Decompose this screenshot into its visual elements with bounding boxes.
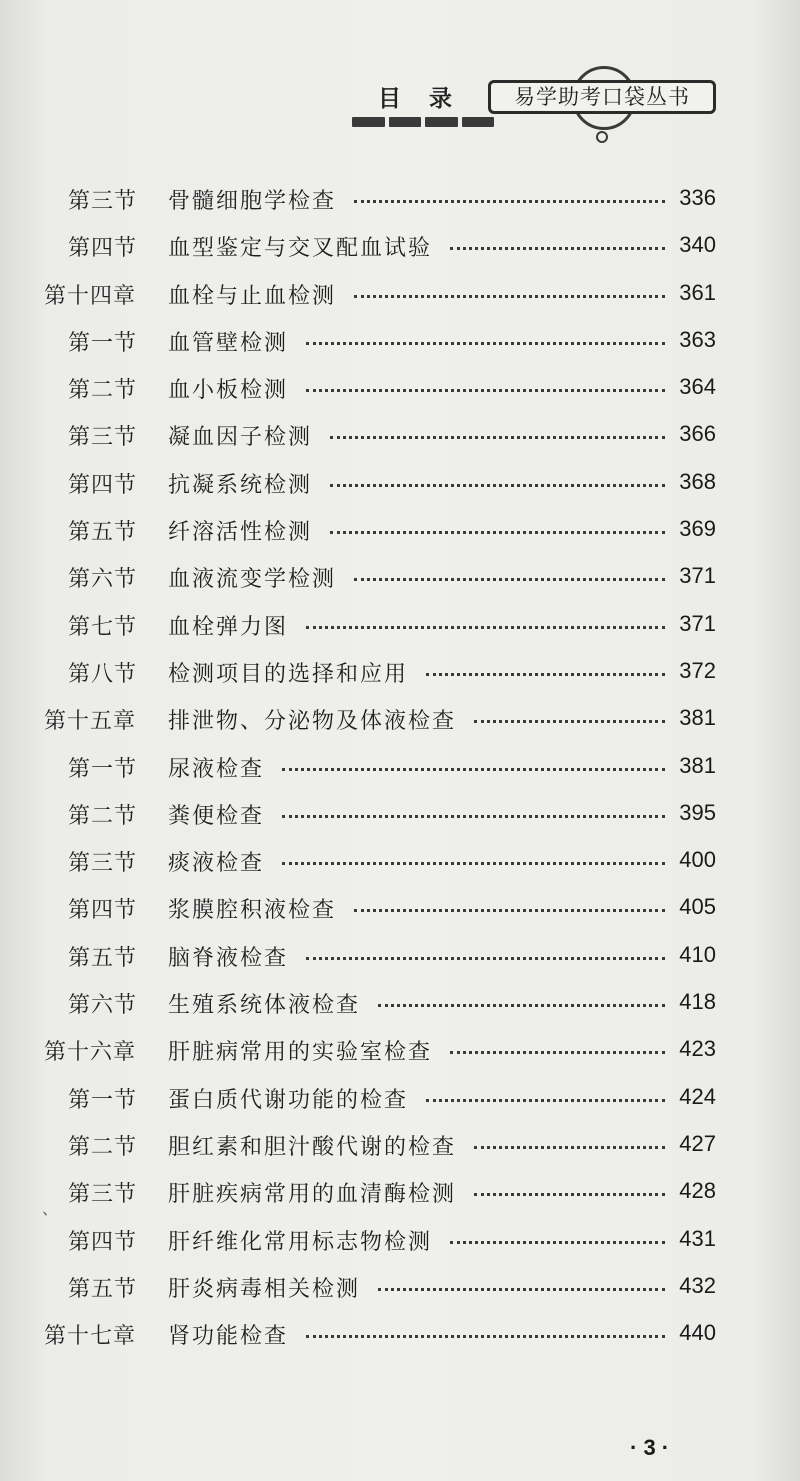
toc-leader-dots [426,673,665,680]
toc-entry-title: 纤溶活性检测 [168,520,313,546]
toc-entry-title: 血管壁检测 [168,330,289,356]
toc-entry-label: 第六节 [68,993,138,1019]
toc-section-row [0,367,800,414]
toc-entry-label: 第六节 [68,567,138,593]
toc-entry-label: 第三节 [68,851,138,877]
toc-entry-page: 432 [679,1272,716,1298]
toc-entry-label: 第十四章 [44,283,137,309]
toc-entry-page: 336 [679,185,716,210]
toc-entry-page: 372 [679,657,716,683]
toc-leader-dots [306,389,665,396]
toc-entry-page: 400 [679,847,716,873]
toc-leader-dots [354,200,665,207]
toc-entry-page: 395 [679,799,716,825]
toc-entry-page: 381 [679,705,716,731]
toc-leader-dots [306,626,665,633]
toc-section-row [0,746,800,793]
toc-section-row [0,178,800,225]
header-bar [352,117,385,127]
header-decorative-bars [352,117,494,127]
toc-entry-page: 381 [679,752,716,778]
toc-entry-label: 第七节 [68,614,138,640]
toc-leader-dots [330,436,665,443]
toc-section-row [0,320,800,367]
toc-entry-label: 第五节 [68,1276,138,1302]
stray-punctuation-mark: 、 [42,1199,59,1218]
toc-entry-label: 第四节 [68,236,138,262]
toc-entry-label: 第十六章 [44,1040,137,1066]
toc-leader-dots [306,957,665,964]
toc-entry-page: 440 [679,1320,716,1346]
toc-section-row [0,651,800,698]
toc-leader-dots [426,1099,665,1106]
toc-section-row [0,982,800,1029]
toc-entry-title: 检测项目的选择和应用 [168,661,409,687]
toc-leader-dots [450,1241,665,1248]
toc-chapter-row [0,1313,800,1360]
toc-entry-title: 血型鉴定与交叉配血试验 [168,236,433,262]
toc-entry-title: 胆红素和胆汁酸代谢的检查 [168,1134,457,1160]
toc-section-row [0,840,800,887]
toc-entry-title: 痰液检查 [168,851,265,877]
toc-entry-title: 血液流变学检测 [168,567,337,593]
toc-entry-page: 371 [679,610,716,636]
toc-chapter-row [0,698,800,745]
toc-entry-title: 肝纤维化常用标志物检测 [168,1229,433,1255]
toc-leader-dots [450,247,665,254]
toc-leader-dots [330,531,665,538]
toc-leader-dots [282,862,665,869]
toc-entry-title: 浆膜腔积液检查 [168,898,337,924]
toc-section-row [0,1077,800,1124]
toc-leader-dots [354,578,665,585]
toc-leader-dots [354,909,665,916]
toc-section-row [0,462,800,509]
toc-entry-page: 340 [679,232,716,258]
toc-entry-title: 排泄物、分泌物及体液检查 [168,709,457,735]
toc-entry-page: 371 [679,563,716,589]
toc-entry-page: 364 [679,374,716,400]
toc-section-row [0,793,800,840]
toc-entry-label: 第四节 [68,472,138,498]
toc-entry-page: 366 [679,421,716,447]
toc-entry-page: 427 [679,1130,716,1156]
toc-leader-dots [378,1288,665,1295]
toc-entry-label: 第十五章 [44,709,137,735]
toc-entry-title: 血栓弹力图 [168,614,289,640]
header-bar [425,117,458,127]
header-bar [389,117,422,127]
toc-entry-label: 第八节 [68,661,138,687]
toc-leader-dots [474,720,665,727]
toc-entry-label: 第五节 [68,945,138,971]
toc-entry-title: 尿液检查 [168,756,265,782]
toc-entry-label: 第二节 [68,378,138,404]
toc-entry-label: 第一节 [68,1087,138,1113]
toc-entry-label: 第二节 [68,803,138,829]
toc-section-row [0,556,800,603]
toc-section-row [0,1124,800,1171]
toc-entry-page: 361 [679,279,716,305]
toc-entry-title: 粪便检查 [168,803,265,829]
series-name-box: 易学助考口袋丛书 [488,80,716,114]
toc-entry-title: 骨髓细胞学检查 [168,189,337,214]
toc-chapter-row [0,273,800,320]
toc-leader-dots [474,1193,665,1200]
toc-section-row [0,225,800,272]
toc-entry-page: 428 [679,1178,716,1204]
toc-entry-label: 第一节 [68,756,138,782]
toc-leader-dots [474,1146,665,1153]
toc-entry-label: 第三节 [68,1182,138,1208]
toc-entry-label: 第一节 [68,330,138,356]
table-of-contents [0,178,800,1360]
toc-entry-page: 369 [679,516,716,542]
toc-entry-page: 363 [679,326,716,352]
toc-leader-dots [306,342,665,349]
toc-leader-dots [282,768,665,775]
toc-entry-label: 第三节 [68,189,138,214]
toc-entry-label: 第十七章 [44,1324,137,1350]
toc-entry-title: 肝脏病常用的实验室检查 [168,1040,433,1066]
toc-leader-dots [330,484,665,491]
toc-entry-page: 431 [679,1225,716,1251]
toc-entry-title: 凝血因子检测 [168,425,313,451]
toc-entry-page: 424 [679,1083,716,1109]
toc-leader-dots [354,295,665,302]
page-number: · 3 · [630,1435,670,1460]
toc-entry-title: 肝脏疾病常用的血清酶检测 [168,1182,457,1208]
toc-leader-dots [282,815,665,822]
toc-section-row [0,1171,800,1218]
toc-entry-title: 脑脊液检查 [168,945,289,971]
toc-chapter-row [0,1029,800,1076]
toc-entry-label: 第四节 [68,1229,138,1255]
toc-entry-title: 抗凝系统检测 [168,472,313,498]
toc-section-row [0,604,800,651]
toc-entry-title: 蛋白质代谢功能的检查 [168,1087,409,1113]
toc-section-row [0,414,800,461]
toc-entry-label: 第五节 [68,520,138,546]
toc-entry-page: 423 [679,1036,716,1062]
toc-entry-page: 405 [679,894,716,920]
header-bar [462,117,495,127]
contents-heading: 目 录 [378,85,463,112]
toc-entry-title: 肾功能检查 [168,1324,289,1350]
toc-entry-page: 410 [679,941,716,967]
toc-section-row [0,887,800,934]
toc-leader-dots [450,1051,665,1058]
toc-entry-title: 生殖系统体液检查 [168,993,361,1019]
toc-entry-page: 368 [679,468,716,494]
toc-entry-label: 第三节 [68,425,138,451]
toc-leader-dots [306,1335,665,1342]
toc-entry-label: 第二节 [68,1134,138,1160]
toc-entry-label: 第四节 [68,898,138,924]
series-dot-ornament [596,131,608,143]
toc-section-row [0,509,800,556]
toc-entry-title: 肝炎病毒相关检测 [168,1276,361,1302]
toc-leader-dots [378,1004,665,1011]
toc-section-row [0,1266,800,1313]
toc-section-row [0,935,800,982]
toc-entry-page: 418 [679,989,716,1015]
toc-section-row [0,1219,800,1266]
toc-entry-title: 血栓与止血检测 [168,283,337,309]
toc-entry-title: 血小板检测 [168,378,289,404]
